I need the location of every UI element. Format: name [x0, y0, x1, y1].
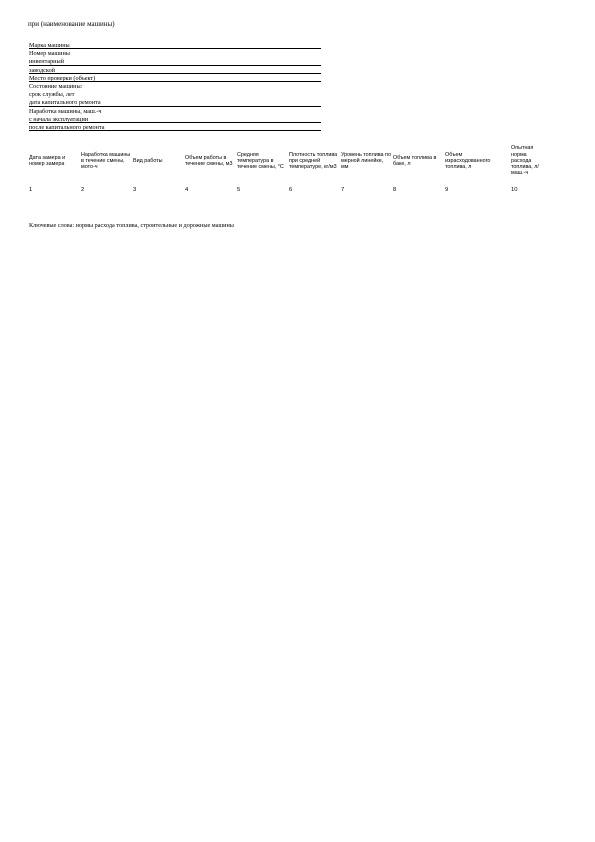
field-hours-since-start: [29, 116, 321, 124]
field-label: с начала эксплуатации: [29, 115, 89, 123]
field-label: после капитального ремонта: [29, 123, 105, 131]
column-header: Объем израсходованного топлива, л: [445, 151, 491, 171]
field-label: Марка машины: [29, 42, 70, 49]
field-label: заводской: [29, 66, 55, 74]
table-number-row: [29, 184, 549, 194]
table-header-row: [29, 138, 549, 184]
field-machine-brand: [29, 42, 321, 50]
field-hours-since-overhaul: [29, 124, 321, 132]
column-number: 7: [341, 187, 345, 193]
column-number: 8: [393, 187, 397, 193]
column-number: 6: [289, 187, 293, 193]
page-header: при (наименование машины): [28, 20, 115, 28]
field-label: Состояние машины:: [29, 82, 83, 90]
field-label: Номер машины: [29, 50, 70, 58]
column-number: 3: [133, 187, 137, 193]
field-label: Наработка машины, маш.-ч: [29, 107, 102, 115]
field-factory-number: [29, 67, 321, 75]
column-number: 5: [237, 187, 241, 193]
field-machine-number: [29, 50, 321, 58]
column-number: 10: [511, 187, 518, 193]
column-header: Вид работы: [133, 157, 163, 164]
column-number: 2: [81, 187, 85, 193]
keywords-line: Ключевые слова: нормы расхода топлива, строительные и дорожные машины: [29, 222, 234, 229]
column-header: Дата замера и номер замера: [29, 154, 66, 167]
field-inspection-site: [29, 75, 321, 83]
column-header: Объем работы в течение смены, м3: [185, 154, 233, 167]
column-header: Объем топлива в баке, л: [393, 154, 437, 167]
column-header: Плотность топлива при средней температуре, кг/м3: [289, 151, 338, 171]
field-overhaul-date: [29, 99, 321, 107]
field-label: дата капитального ремонта: [29, 99, 101, 107]
field-label: инвентарный: [29, 58, 64, 66]
column-header: Опытная норма расхода топлива, л/маш.-ч: [511, 145, 539, 177]
field-label: Место проверки (объект): [29, 74, 96, 82]
field-machine-hours: [29, 108, 321, 116]
field-machine-condition: [29, 83, 321, 91]
column-number: 4: [185, 187, 189, 193]
field-label: срок службы, лет: [29, 91, 75, 99]
machine-info-form: [29, 42, 321, 132]
column-header: Средняя температура в течение смены, °С: [237, 151, 284, 171]
field-inventory-number: [29, 58, 321, 66]
column-header: Уровень топлива по мерной линейке, мм: [341, 151, 391, 171]
fuel-measurement-table: [29, 138, 549, 194]
column-number: 9: [445, 187, 449, 193]
column-header: Наработка машины в течение смены, мото-ч: [81, 151, 131, 171]
column-number: 1: [29, 187, 33, 193]
